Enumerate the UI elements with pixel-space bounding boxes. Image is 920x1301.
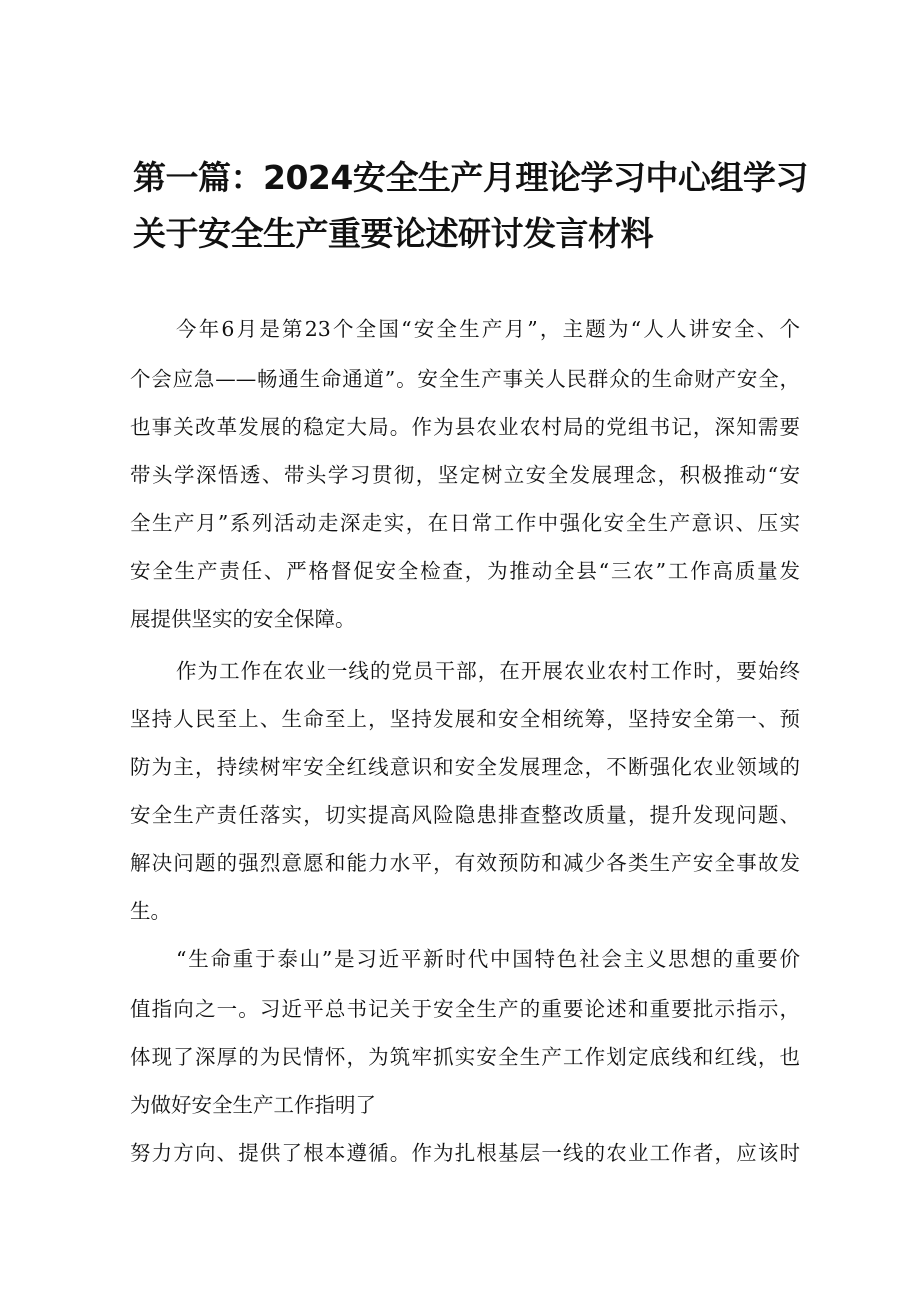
title-line-1: 第一篇：2024安全生产月理论学习中心组学习 [133,158,808,197]
paragraph-2-line: 生。 [130,899,171,923]
paragraph-2-line: 安全生产责任落实，切实提高风险隐患排查整改质量，提升发现问题、 [130,803,800,827]
paragraph-1-line: 也事关改革发展的稳定大局。作为县农业农村局的党组书记，深知需要 [130,415,800,439]
paragraph-1-line: 个会应急——畅通生命通道”。安全生产事关人民群众的生命财产安全， [130,367,800,391]
paragraph-3-line: 为做好安全生产工作指明了 [130,1093,376,1117]
paragraph-3-line: 体现了深厚的为民情怀，为筑牢抓实安全生产工作划定底线和红线，也 [130,1045,800,1069]
paragraph-3-line: 值指向之一。习近平总书记关于安全生产的重要论述和重要批示指示， [130,997,800,1021]
paragraph-1-line: 展提供坚实的安全保障。 [130,607,356,631]
paragraph-2-line: 解决问题的强烈意愿和能力水平，有效预防和减少各类生产安全事故发 [130,851,800,875]
paragraph-1-line: 全生产月”系列活动走深走实，在日常工作中强化安全生产意识、压实 [130,511,800,535]
paragraph-1-line: 安全生产责任、严格督促安全检查，为推动全县“三农”工作高质量发 [130,559,800,583]
paragraph-4-line: 努力方向、提供了根本遵循。作为扎根基层一线的农业工作者，应该时 [130,1141,800,1165]
paragraph-2-line: 防为主，持续树牢安全红线意识和安全发展理念，不断强化农业领域的 [130,755,800,779]
paragraph-1-line: 今年6月是第23个全国“安全生产月”，主题为“人人讲安全、个 [176,317,800,341]
paragraph-2-line: 作为工作在农业一线的党员干部，在开展农业农村工作时，要始终 [176,659,800,683]
title-line-2: 关于安全生产重要论述研讨发言材料 [133,214,653,253]
paragraph-1-line: 带头学深悟透、带头学习贯彻，坚定树立安全发展理念，积极推动“安 [130,463,800,487]
paragraph-3-line: “生命重于泰山”是习近平新时代中国特色社会主义思想的重要价 [176,947,800,971]
paragraph-2-line: 坚持人民至上、生命至上，坚持发展和安全相统筹，坚持安全第一、预 [130,707,800,731]
document-title [133,150,813,262]
